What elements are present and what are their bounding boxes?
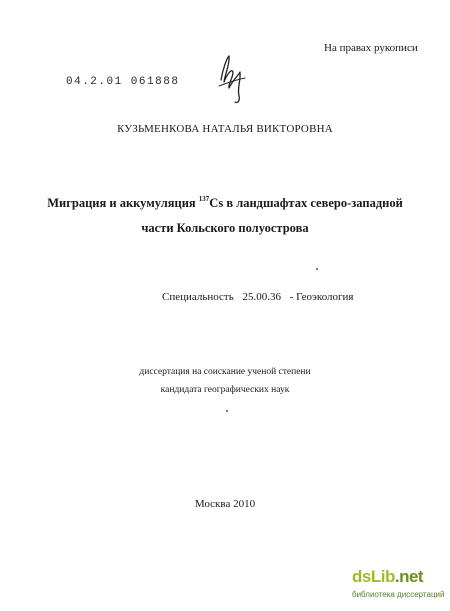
dissertation-title [0,188,450,241]
title-line2: части Кольского полуострова [141,221,309,236]
speciality-code: 25.00.36 [242,291,281,303]
registration-code: 04.2.01 061888 [66,76,180,88]
author-name: КУЗЬМЕНКОВА НАТАЛЬЯ ВИКТОРОВНА [117,123,333,135]
manuscript-rights-note: На правах рукописи [324,42,418,54]
title-part1: Миграция и аккумуляция [47,196,199,211]
place-and-year: Москва 2010 [194,498,256,510]
site-watermark[interactable] [352,567,447,607]
scan-speck [316,268,318,270]
degree-line2: кандидата географических наук [160,385,290,395]
speciality-name: - Геоэкология [289,291,354,303]
speciality-line [162,291,360,303]
watermark-logo: dsLib.net [352,567,424,586]
degree-line1: диссертация на соискание ученой степени [139,367,311,377]
speciality-label: Специальность [162,291,234,303]
isotope-mass-number: 137 [198,195,210,203]
handwritten-signature [213,50,249,106]
degree-statement [0,363,450,399]
title-part2: Cs в ландшафтах северо-западной [209,196,403,211]
scan-speck [226,410,228,412]
watermark-subtitle: библиотека диссертаций [352,590,445,599]
